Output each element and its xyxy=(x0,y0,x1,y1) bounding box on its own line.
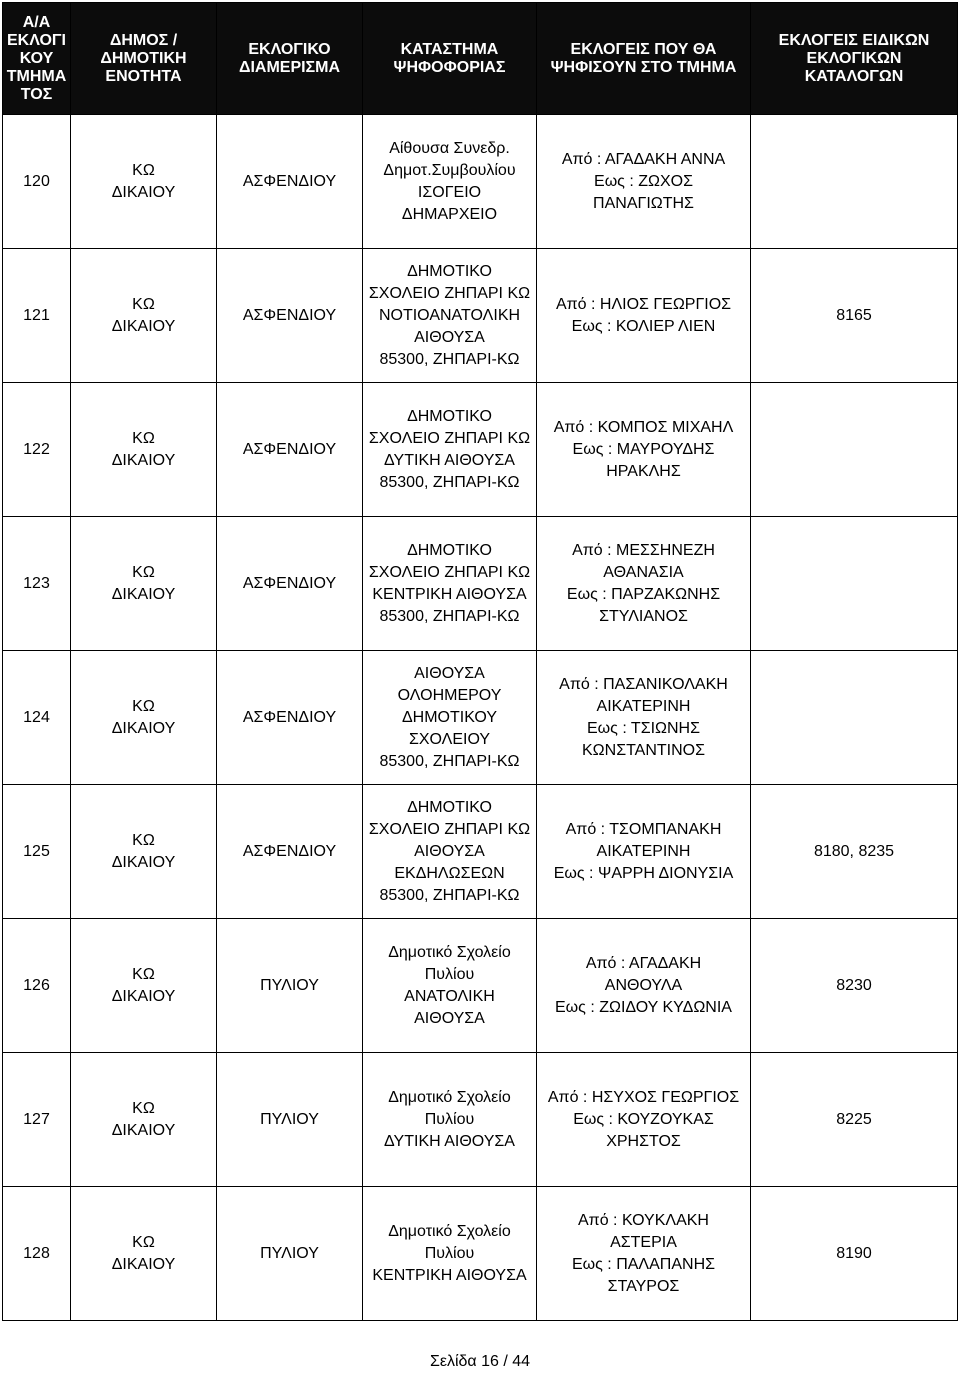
polling-station-line: ΔΗΜΟΤΙΚΟΥ xyxy=(401,708,497,726)
voters-range-line: Από : ΤΣΟΜΠΑΝΑΚΗ xyxy=(565,820,722,838)
polling-station-line: ΔΗΜΑΡΧΕΙΟ xyxy=(401,205,498,223)
voters-range-line: Από : ΠΑΣΑΝΙΚΟΛΑΚΗ xyxy=(559,675,728,693)
municipality-cell xyxy=(71,249,217,383)
municipality-cell xyxy=(71,383,217,517)
polling-station-line: ΣΧΟΛΕΙΟ ΖΗΠΑΡΙ ΚΩ xyxy=(368,284,531,302)
polling-station-line: ΔΗΜΟΤΙΚΟ xyxy=(407,262,492,280)
voters-range-cell xyxy=(537,651,751,785)
voters-range-cell xyxy=(537,785,751,919)
polling-station-line: ΕΚΔΗΛΩΣΕΩΝ xyxy=(394,864,505,882)
voters-range-line: ΗΡΑΚΛΗΣ xyxy=(606,462,681,480)
voters-range-line: Από : ΑΓΑΔΑΚΗ xyxy=(585,954,702,972)
municipality-line: ΚΩ xyxy=(132,831,155,849)
municipality-line: ΚΩ xyxy=(132,429,155,447)
polling-station-line: Δημοτικό Σχολείο xyxy=(388,943,511,961)
voters-range-line: ΧΡΗΣΤΟΣ xyxy=(606,1132,681,1150)
polling-station-line: Δημοτικό Σχολείο xyxy=(388,1222,511,1240)
section-number-cell: 125 xyxy=(3,785,71,919)
district-cell xyxy=(217,785,363,919)
special-lists-cell: 8165 xyxy=(751,249,958,383)
polling-station-line: 85300, ΖΗΠΑΡΙ-ΚΩ xyxy=(379,473,520,491)
polling-station-cell xyxy=(363,1053,537,1187)
voters-range-line: Εως : ΚΟΥΖΟΥΚΑΣ xyxy=(573,1110,714,1128)
polling-station-cell xyxy=(363,785,537,919)
district-cell xyxy=(217,249,363,383)
polling-station-line: ΣΧΟΛΕΙΟ ΖΗΠΑΡΙ ΚΩ xyxy=(368,820,531,838)
header-section-number: Α/Α ΕΚΛΟΓΙ ΚΟΥ ΤΜΗΜΑ ΤΟΣ xyxy=(3,3,71,115)
voters-range-line: Εως : ΨΑΡΡΗ ΔΙΟΝΥΣΙΑ xyxy=(553,864,734,882)
municipality-line: ΔΙΚΑΙΟΥ xyxy=(111,451,176,469)
district-cell xyxy=(217,115,363,249)
polling-station-cell xyxy=(363,1187,537,1321)
polling-station-cell xyxy=(363,517,537,651)
special-lists-cell: 8190 xyxy=(751,1187,958,1321)
table-row xyxy=(3,383,958,517)
voters-range-line: Από : ΚΟΥΚΛΑΚΗ xyxy=(578,1211,709,1229)
table-row xyxy=(3,249,958,383)
polling-station-line: ΔΗΜΟΤΙΚΟ xyxy=(407,798,492,816)
polling-station-line: ΔΗΜΟΤΙΚΟ xyxy=(407,407,492,425)
polling-station-cell xyxy=(363,383,537,517)
voters-range-line: Από : ΗΛΙΟΣ ΓΕΩΡΓΙΟΣ xyxy=(555,295,732,313)
polling-station-line: 85300, ΖΗΠΑΡΙ-ΚΩ xyxy=(379,752,520,770)
voters-range-line: ΣΤΑΥΡΟΣ xyxy=(607,1277,680,1295)
special-lists-cell: 8225 xyxy=(751,1053,958,1187)
table-row xyxy=(3,1187,958,1321)
district-cell xyxy=(217,1053,363,1187)
municipality-cell xyxy=(71,115,217,249)
municipality-line: ΔΙΚΑΙΟΥ xyxy=(111,987,176,1005)
district-line: ΠΥΛΙΟΥ xyxy=(260,976,319,994)
municipality-line: ΔΙΚΑΙΟΥ xyxy=(111,183,176,201)
polling-station-line: Πυλίου xyxy=(424,1244,475,1262)
polling-station-line: ΑΙΘΟΥΣΑ xyxy=(414,842,485,860)
table-row xyxy=(3,1053,958,1187)
polling-station-line: ΑΙΘΟΥΣΑ xyxy=(414,328,485,346)
polling-station-line: 85300, ΖΗΠΑΡΙ-ΚΩ xyxy=(379,886,520,904)
district-line: ΑΣΦΕΝΔΙΟΥ xyxy=(242,708,337,726)
voters-range-line: Από : ΗΣΥΧΟΣ ΓΕΩΡΓΙΟΣ xyxy=(547,1088,740,1106)
table-row xyxy=(3,517,958,651)
municipality-cell xyxy=(71,1187,217,1321)
voters-range-cell xyxy=(537,1187,751,1321)
special-lists-cell xyxy=(751,115,958,249)
district-cell xyxy=(217,1187,363,1321)
voters-range-line: ΑΙΚΑΤΕΡΙΝΗ xyxy=(596,697,691,715)
voters-range-line: Εως : ΠΑΛΑΠΑΝΗΣ xyxy=(571,1255,716,1273)
polling-station-cell xyxy=(363,919,537,1053)
polling-stations-table xyxy=(2,2,958,1321)
section-number-cell: 120 xyxy=(3,115,71,249)
polling-station-line: Πυλίου xyxy=(424,965,475,983)
polling-station-cell xyxy=(363,249,537,383)
section-number-cell: 128 xyxy=(3,1187,71,1321)
polling-station-line: ΣΧΟΛΕΙΟ ΖΗΠΑΡΙ ΚΩ xyxy=(368,563,531,581)
municipality-line: ΔΙΚΑΙΟΥ xyxy=(111,585,176,603)
municipality-line: ΚΩ xyxy=(132,295,155,313)
municipality-cell xyxy=(71,651,217,785)
municipality-line: ΚΩ xyxy=(132,697,155,715)
voters-range-cell xyxy=(537,517,751,651)
polling-station-line: ΔΥΤΙΚΗ ΑΙΘΟΥΣΑ xyxy=(384,451,515,469)
district-line: ΑΣΦΕΝΔΙΟΥ xyxy=(242,842,337,860)
municipality-cell xyxy=(71,517,217,651)
section-number-cell: 122 xyxy=(3,383,71,517)
voters-range-line: Εως : ΜΑΥΡΟΥΔΗΣ xyxy=(572,440,715,458)
municipality-line: ΔΙΚΑΙΟΥ xyxy=(111,853,176,871)
voters-range-cell xyxy=(537,249,751,383)
polling-station-line: ΙΣΟΓΕΙΟ xyxy=(417,183,482,201)
page-number-footer: Σελίδα 16 / 44 xyxy=(429,1353,531,1370)
section-number-cell: 124 xyxy=(3,651,71,785)
polling-station-line: ΑΙΘΟΥΣΑ xyxy=(414,1009,485,1027)
municipality-line: ΔΙΚΑΙΟΥ xyxy=(111,719,176,737)
polling-station-line: Δημοτικό Σχολείο xyxy=(388,1088,511,1106)
polling-station-line: ΚΕΝΤΡΙΚΗ ΑΙΘΟΥΣΑ xyxy=(372,585,527,603)
municipality-line: ΚΩ xyxy=(132,1233,155,1251)
section-number-cell: 121 xyxy=(3,249,71,383)
district-cell xyxy=(217,383,363,517)
voters-range-line: ΣΤΥΛΙΑΝΟΣ xyxy=(599,607,688,625)
header-polling-station: ΚΑΤΑΣΤΗΜΑ ΨΗΦΟΦΟΡΙΑΣ xyxy=(363,3,537,115)
table-row xyxy=(3,651,958,785)
voters-range-line: ΚΩΝΣΤΑΝΤΙΝΟΣ xyxy=(582,741,705,759)
table-row xyxy=(3,785,958,919)
polling-station-line: Αίθουσα Συνεδρ. xyxy=(389,139,510,157)
voters-range-line: Εως : ΤΣΙΩΝΗΣ xyxy=(587,719,700,737)
district-line: ΠΥΛΙΟΥ xyxy=(260,1110,319,1128)
polling-station-line: Πυλίου xyxy=(424,1110,475,1128)
voters-range-cell xyxy=(537,115,751,249)
table-header-row xyxy=(3,3,958,115)
municipality-line: ΚΩ xyxy=(132,563,155,581)
polling-station-cell xyxy=(363,115,537,249)
polling-station-line: ΣΧΟΛΕΙΟΥ xyxy=(408,730,491,748)
district-cell xyxy=(217,919,363,1053)
polling-station-cell xyxy=(363,651,537,785)
special-lists-cell: 8180, 8235 xyxy=(751,785,958,919)
municipality-line: ΚΩ xyxy=(132,1099,155,1117)
special-lists-cell xyxy=(751,517,958,651)
polling-station-line: 85300, ΖΗΠΑΡΙ-ΚΩ xyxy=(379,350,520,368)
municipality-cell xyxy=(71,785,217,919)
special-lists-cell xyxy=(751,651,958,785)
voters-range-cell xyxy=(537,1053,751,1187)
district-line: ΠΥΛΙΟΥ xyxy=(260,1244,319,1262)
header-municipality: ΔΗΜΟΣ / ΔΗΜΟΤΙΚΗ ΕΝΟΤΗΤΑ xyxy=(71,3,217,115)
polling-station-line: ΔΗΜΟΤΙΚΟ xyxy=(407,541,492,559)
polling-station-line: ΚΕΝΤΡΙΚΗ ΑΙΘΟΥΣΑ xyxy=(372,1266,527,1284)
polling-station-line: ΟΛΟΗΜΕΡΟΥ xyxy=(397,686,502,704)
district-line: ΑΣΦΕΝΔΙΟΥ xyxy=(242,172,337,190)
polling-station-line: ΔΥΤΙΚΗ ΑΙΘΟΥΣΑ xyxy=(384,1132,515,1150)
municipality-line: ΔΙΚΑΙΟΥ xyxy=(111,317,176,335)
district-cell xyxy=(217,651,363,785)
polling-station-line: ΣΧΟΛΕΙΟ ΖΗΠΑΡΙ ΚΩ xyxy=(368,429,531,447)
municipality-line: ΔΙΚΑΙΟΥ xyxy=(111,1121,176,1139)
table-row xyxy=(3,919,958,1053)
voters-range-line: ΑΘΑΝΑΣΙΑ xyxy=(603,563,684,581)
voters-range-cell xyxy=(537,919,751,1053)
voters-range-line: ΑΙΚΑΤΕΡΙΝΗ xyxy=(596,842,691,860)
municipality-line: ΔΙΚΑΙΟΥ xyxy=(111,1255,176,1273)
polling-station-line: ΝΟΤΙΟΑΝΑΤΟΛΙΚΗ xyxy=(378,306,521,324)
voters-range-line: Εως : ΚΟΛΙΕΡ ΛΙΕΝ xyxy=(571,317,716,335)
section-number-cell: 123 xyxy=(3,517,71,651)
polling-station-line: ΑΙΘΟΥΣΑ xyxy=(414,664,485,682)
section-number-cell: 126 xyxy=(3,919,71,1053)
voters-range-line: Από : ΚΟΜΠΟΣ ΜΙΧΑΗΛ xyxy=(553,418,734,436)
voters-range-line: Εως : ΠΑΡΖΑΚΩΝΗΣ xyxy=(566,585,721,603)
header-electoral-district: ΕΚΛΟΓΙΚΟ ΔΙΑΜΕΡΙΣΜΑ xyxy=(217,3,363,115)
table-row xyxy=(3,115,958,249)
polling-station-line: Δημοτ.Συμβουλίου xyxy=(383,161,516,179)
voters-range-line: Από : ΜΕΣΣΗΝΕΖΗ xyxy=(572,541,715,559)
voters-range-line: Από : ΑΓΑΔΑΚΗ ΑΝΝΑ xyxy=(561,150,726,168)
district-line: ΑΣΦΕΝΔΙΟΥ xyxy=(242,440,337,458)
polling-station-line: 85300, ΖΗΠΑΡΙ-ΚΩ xyxy=(379,607,520,625)
polling-station-line: ΑΝΑΤΟΛΙΚΗ xyxy=(404,987,495,1005)
district-line: ΑΣΦΕΝΔΙΟΥ xyxy=(242,574,337,592)
voters-range-line: ΑΣΤΕΡΙΑ xyxy=(610,1233,677,1251)
municipality-line: ΚΩ xyxy=(132,965,155,983)
voters-range-line: Εως : ΖΩΧΟΣ xyxy=(594,172,693,190)
special-lists-cell xyxy=(751,383,958,517)
voters-range-line: ΠΑΝΑΓΙΩΤΗΣ xyxy=(593,194,694,212)
section-number-cell: 127 xyxy=(3,1053,71,1187)
municipality-cell xyxy=(71,1053,217,1187)
header-voters-range: ΕΚΛΟΓΕΙΣ ΠΟΥ ΘΑ ΨΗΦΙΣΟΥΝ ΣΤΟ ΤΜΗΜΑ xyxy=(537,3,751,115)
voters-range-line: ΑΝΘΟΥΛΑ xyxy=(604,976,683,994)
voters-range-cell xyxy=(537,383,751,517)
district-line: ΑΣΦΕΝΔΙΟΥ xyxy=(242,306,337,324)
special-lists-cell: 8230 xyxy=(751,919,958,1053)
table-body xyxy=(3,115,958,1321)
header-special-lists: ΕΚΛΟΓΕΙΣ ΕΙΔΙΚΩΝ ΕΚΛΟΓΙΚΩΝ ΚΑΤΑΛΟΓΩΝ xyxy=(751,3,958,115)
district-cell xyxy=(217,517,363,651)
voters-range-line: Εως : ΖΩΙΔΟΥ ΚΥΔΩΝΙΑ xyxy=(555,998,732,1016)
municipality-cell xyxy=(71,919,217,1053)
municipality-line: ΚΩ xyxy=(132,161,155,179)
